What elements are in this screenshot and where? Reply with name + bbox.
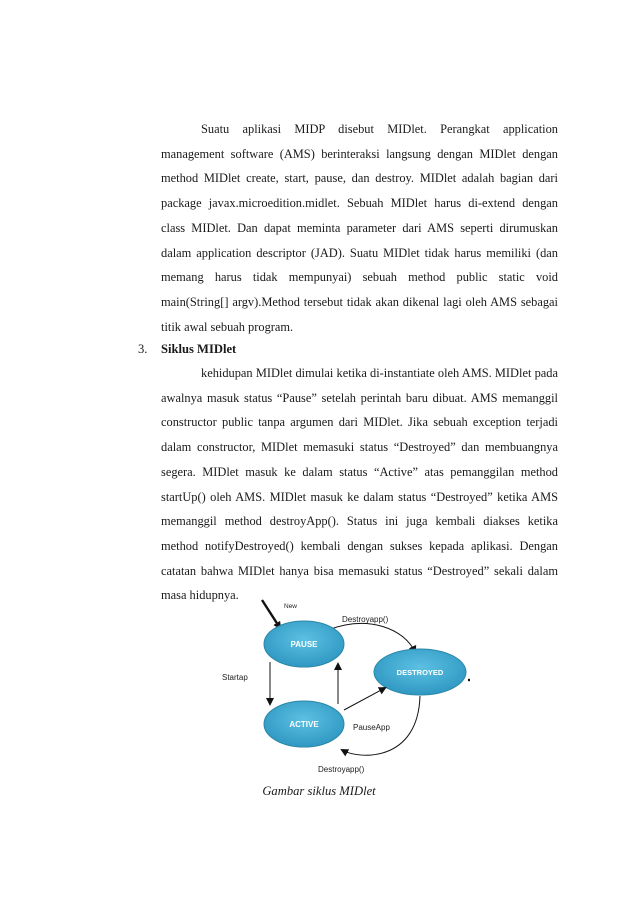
state-pause-label: PAUSE [290,640,318,649]
active-to-destroyed-arrow [344,688,385,710]
paragraph-midp-intro: Suatu aplikasi MIDP disebut MIDlet. Perangkat application management software (AMS) berinteraksi langsung dengan MIDlet dengan method MIDlet create, start, pause, dan destroy. MIDlet adalah bagian dari package javax.microedition.midlet. Sebuah MIDlet harus di-extend dengan class MIDlet. Dan dapat meminta parameter dari AMS seperti dirumuskan dalam application descriptor (JAD). Suatu MIDlet tidak harus memiliki (dan memang harus tidak mempunyai) sebuah method public static void main(String[] argv).Method tersebut tidak akan dikenal lagi oleh AMS sebagai titik awal sebuah program. [161,122,558,334]
paragraph-midlet-lifecycle: kehidupan MIDlet dimulai ketika di-instantiate oleh AMS. MIDlet pada awalnya masuk status “Pause” setelah perintah baru dibuat. AMS memanggil constructor public tanpa argumen dari MIDlet. Jika sebuah exception terjadi dalam constructor, MIDlet memasuki status “Destroyed” dan membuangnya segera. MIDlet masuk ke dalam status “Active” atas pemanggilan method startUp() oleh AMS. MIDlet masuk ke dalam status “Destroyed” ketika AMS memanggil method destroyApp(). Status ini juga kembali diakses ketika method notifyDestroyed() kembali dengan sukses kepada aplikasi. Dengan catatan bahwa MIDlet hanya bisa memasuki status “Destroyed” sekali dalam masa hidupnya. [161,366,558,603]
section-heading [138,337,236,361]
state-destroyed-label: DESTROYED [396,668,444,677]
figure-caption: Gambar siklus MIDlet [262,784,376,798]
destroyapp-bottom-label: Destroyapp() [318,765,365,774]
state-active-label: ACTIVE [289,720,319,729]
new-label: New [284,603,298,610]
section-number: 3. [138,342,148,356]
new-arrow [262,600,280,628]
pauseapp-label: PauseApp [353,723,390,732]
startap-label: Startap [222,673,248,682]
destroyapp-top-label: Destroyapp() [342,615,389,624]
section-title: Siklus MIDlet [161,342,237,356]
midlet-lifecycle-diagram [220,592,470,777]
